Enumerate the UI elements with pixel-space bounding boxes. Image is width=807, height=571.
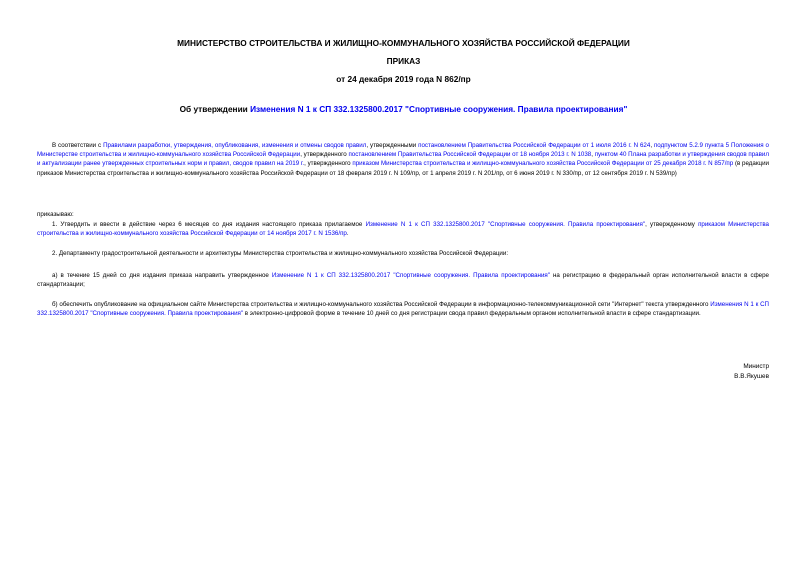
item-1-link-order-1536[interactable]: приказом Министерства строительства и жилищно-коммунального хозяйства Российской Федерации от 14 ноября 2017 г. N 1536/пр — [37, 221, 769, 238]
signature-position: Министр — [743, 363, 769, 370]
item-1-text-2: , утвержденному — [645, 221, 699, 228]
ministry-header: МИНИСТЕРСТВО СТРОИТЕЛЬСТВА И ЖИЛИЩНО-КОММУНАЛЬНОГО ХОЗЯЙСТВА РОССИЙСКОЙ ФЕДЕРАЦИИ — [177, 38, 630, 48]
preamble-text-4: , утвержденного — [300, 151, 349, 159]
item-1-text-1: 1. Утвердить и ввести в действие через 6 месяцев со дня издания настоящего приказа прилагаемое — [52, 221, 366, 228]
item-1-link-change[interactable]: Изменение N 1 к СП 332.1325800.2017 "Спортивные сооружения. Правила проектирования" — [365, 221, 646, 228]
preamble-text-6: , утвержденного — [304, 160, 353, 168]
preamble-paragraph — [37, 141, 769, 178]
preamble-link-decree-1038[interactable]: постановлением Правительства Российской Федерации от 18 ноября 2013 г. N 1038 — [348, 151, 592, 159]
preamble-text-2: , утвержденными — [366, 142, 419, 149]
item-1-paragraph — [37, 220, 769, 238]
preamble-link-regulation[interactable]: подпунктом 5.2.9 пункта 5 Положения о Министерстве строительства и жилищно-коммунального хозяйства Российской Федерации — [37, 142, 769, 159]
preamble-link-plan[interactable]: пунктом 40 Плана разработки и утверждения сводов правил и актуализации ранее утвержденных строительных норм и правил, сводов правил на 2019 г. — [37, 151, 769, 168]
item-2-paragraph: 2. Департаменту градостроительной деятельности и архитектуры Министерства строительства и жилищно-коммунального хозяйства Российской Федерации: — [52, 250, 509, 257]
preamble-link-rules[interactable]: Правилами разработки, утверждения, опубликования, изменения и отмены сводов правил — [103, 142, 367, 149]
item-1-text-3: . — [346, 230, 349, 238]
item-2b-text-2: в электронно-цифровой форме в течение 10 дней со дня регистрации свода правил федеральным органом исполнительной власти в сфере стандартизации. — [243, 310, 701, 318]
preamble-text-3: , — [650, 142, 654, 149]
signature-name: В.В.Якушев — [734, 373, 769, 380]
preamble-text-7: (в редакции приказов Министерства строительства и жилищно-коммунального хозяйства Российской Федерации от 18 февраля 2019 г. N 109/пр, от 1 апреля 2019 г. N 201/пр, от 6 июня 2019 г. N 330/пр, от 12 сентября 2019 г. N 539/пр) — [37, 160, 769, 177]
title-link[interactable]: Изменения N 1 к СП 332.1325800.2017 "Спортивные сооружения. Правила проектирования" — [250, 104, 628, 114]
preamble-link-decree-624[interactable]: постановлением Правительства Российской Федерации от 1 июля 2016 г. N 624 — [418, 142, 651, 149]
title-prefix: Об утверждении — [179, 104, 251, 114]
preamble-link-order-857[interactable]: приказом Министерства строительства и жилищно-коммунального хозяйства Российской Федерации от 25 декабря 2018 г. N 857/пр — [352, 160, 734, 168]
signature-block — [734, 362, 769, 382]
item-2b-paragraph — [37, 300, 769, 318]
document-title — [0, 104, 807, 114]
order-word: приказываю: — [37, 211, 74, 218]
date-number-heading: от 24 декабря 2019 года N 862/пр — [336, 74, 471, 84]
item-2a-text-1: а) в течение 15 дней со дня издания приказа направить утвержденное — [52, 272, 272, 279]
item-2a-paragraph — [37, 271, 769, 289]
preamble-text-1: В соответствии с — [52, 142, 104, 149]
doc-type-heading: ПРИКАЗ — [386, 56, 421, 66]
item-2a-link-change[interactable]: Изменение N 1 к СП 332.1325800.2017 "Спортивные сооружения. Правила проектирования" — [271, 272, 550, 279]
item-2a-text-2: на регистрацию в федеральный орган исполнительной власти в сфере стандартизации; — [37, 272, 769, 289]
item-2b-text-1: б) обеспечить опубликование на официальном сайте Министерства строительства и жилищно-коммунального хозяйства Российской Федерации в информационно-телекоммуникационной сети "Интернет" текста утвержденного — [52, 301, 711, 308]
item-2b-link-change[interactable]: Изменения N 1 к СП 332.1325800.2017 "Спортивные сооружения. Правила проектирования" — [37, 301, 769, 318]
preamble-text-5: , — [591, 151, 595, 159]
